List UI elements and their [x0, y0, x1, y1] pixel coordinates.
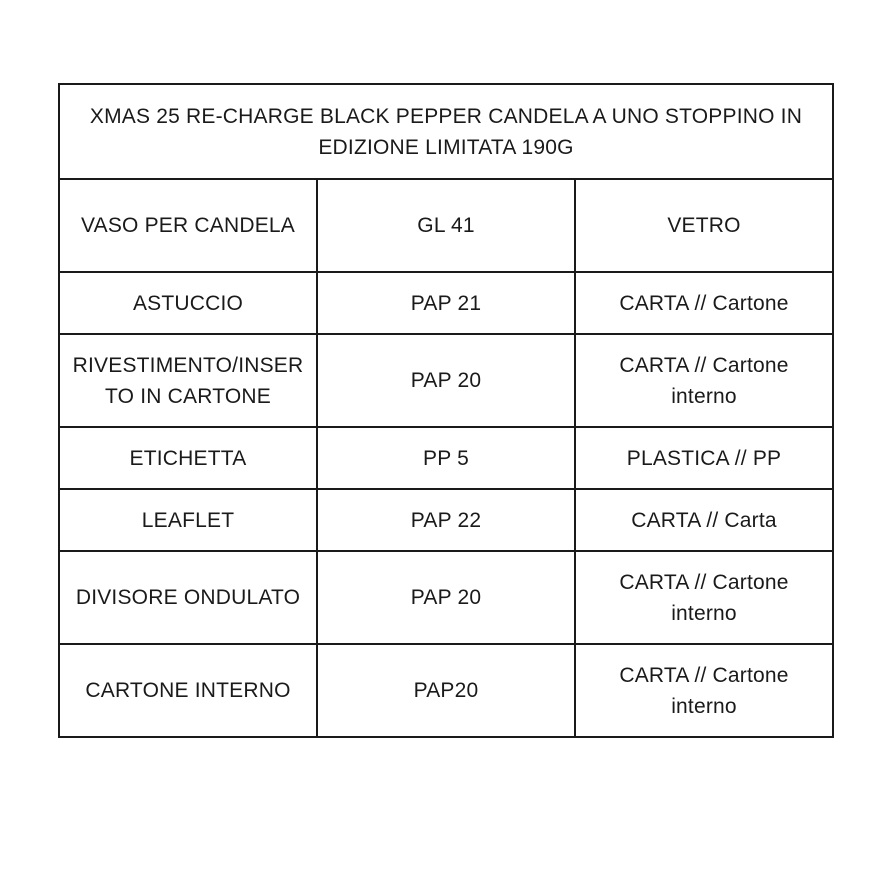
- table-title: XMAS 25 RE-CHARGE BLACK PEPPER CANDELA A UNO STOPPINO IN EDIZIONE LIMITATA 190G: [59, 84, 833, 179]
- table-row: [59, 427, 833, 489]
- table-row: [59, 489, 833, 551]
- packaging-table: [58, 83, 834, 738]
- table-row: [59, 644, 833, 737]
- material-cell: CARTA // Carta: [575, 489, 833, 551]
- material-cell: VETRO: [575, 179, 833, 272]
- component-cell: RIVESTIMENTO/INSERTO IN CARTONE: [59, 334, 317, 427]
- table-row: [59, 272, 833, 334]
- table-row: [59, 334, 833, 427]
- code-cell: PAP20: [317, 644, 575, 737]
- code-cell: PP 5: [317, 427, 575, 489]
- table-row: [59, 179, 833, 272]
- title-row: [59, 84, 833, 179]
- material-cell: CARTA // Cartone interno: [575, 551, 833, 644]
- component-cell: ETICHETTA: [59, 427, 317, 489]
- material-cell: CARTA // Cartone: [575, 272, 833, 334]
- component-cell: CARTONE INTERNO: [59, 644, 317, 737]
- component-cell: ASTUCCIO: [59, 272, 317, 334]
- component-cell: LEAFLET: [59, 489, 317, 551]
- component-cell: DIVISORE ONDULATO: [59, 551, 317, 644]
- table-row: [59, 551, 833, 644]
- material-cell: CARTA // Cartone interno: [575, 334, 833, 427]
- component-cell: VASO PER CANDELA: [59, 179, 317, 272]
- code-cell: PAP 20: [317, 551, 575, 644]
- code-cell: PAP 22: [317, 489, 575, 551]
- code-cell: PAP 20: [317, 334, 575, 427]
- material-cell: PLASTICA // PP: [575, 427, 833, 489]
- material-cell: CARTA // Cartone interno: [575, 644, 833, 737]
- code-cell: GL 41: [317, 179, 575, 272]
- code-cell: PAP 21: [317, 272, 575, 334]
